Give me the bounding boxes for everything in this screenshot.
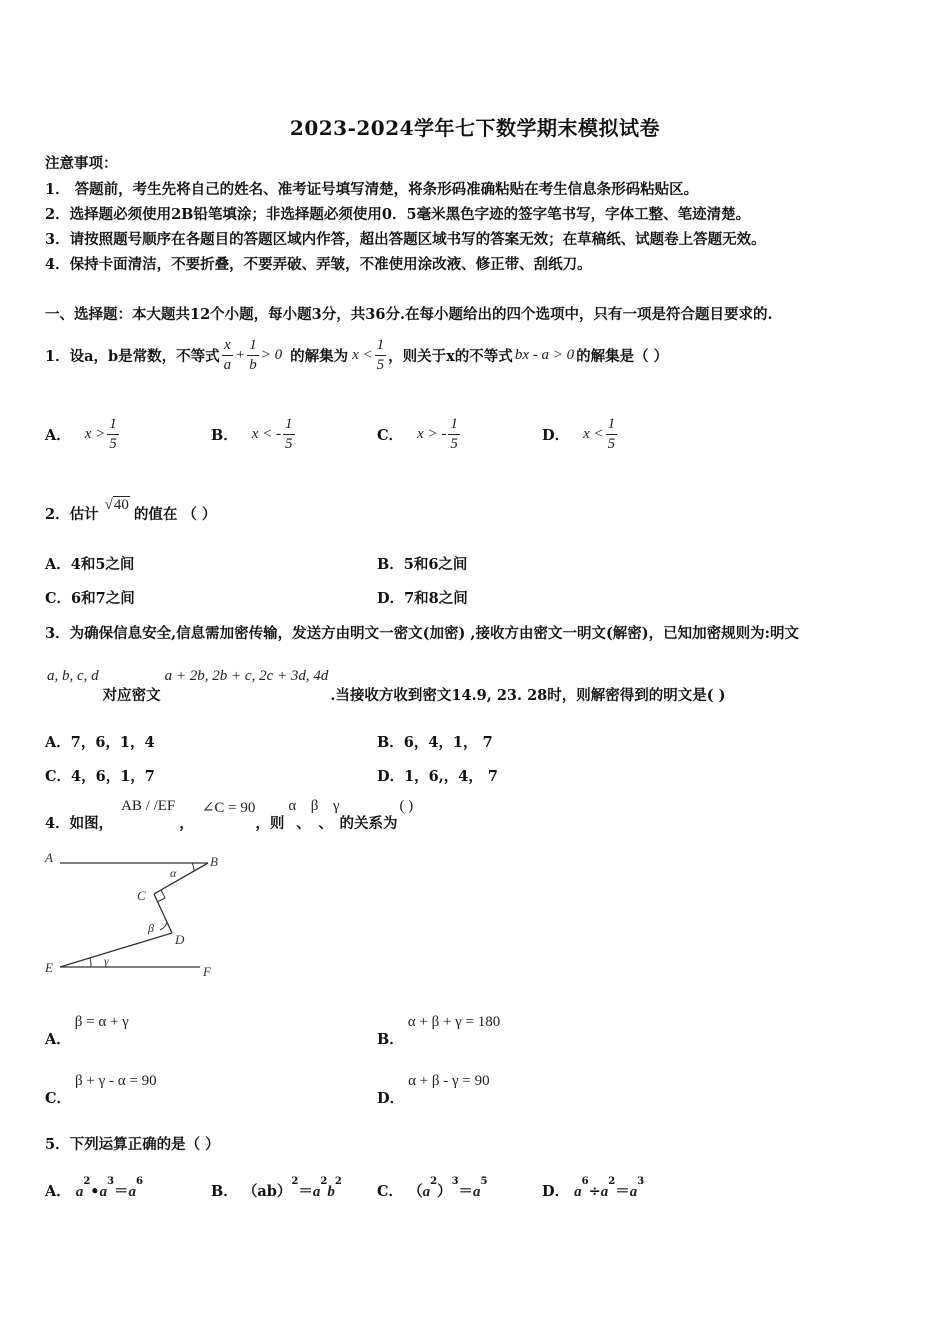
q2-option-d[interactable]: D．7和8之间 (377, 590, 468, 607)
notice-item: 2．选择题必须使用2B铅笔填涂；非选择题必须使用0．5毫米黑色字迹的签字笔书写，字体工整、笔迹清楚。 (45, 206, 751, 223)
q3-ciphertext: a + 2b, 2b + c, 2c + 3d, 4d (164, 668, 329, 684)
q3-option-c[interactable]: C．4，6，1，7 (45, 768, 155, 785)
q3-plaintext: a, b, c, d (47, 668, 99, 684)
q1-text: ，则关于x的不等式 (388, 347, 513, 365)
q3-option-b[interactable]: B．6，4，1， 7 (377, 734, 493, 751)
label-d: D (175, 932, 185, 947)
q1-text: 1．设a，b是常数，不等式 (45, 347, 220, 365)
segment-bc (154, 863, 208, 894)
q5-option-b[interactable]: B． $(ab)^2=a^2b^2$ (211, 1176, 342, 1200)
label-b: B (210, 854, 218, 869)
q1-option-b[interactable]: B． x < - $\frac{1}{5}$ (211, 415, 293, 452)
label-gamma: γ (104, 954, 109, 968)
q1-solution: x < $\frac{1}{5}$ (352, 336, 385, 373)
question-2: 2．估计 √40 的值在 （ ） (45, 496, 217, 523)
q4-option-d[interactable]: D． α + β - γ = 90 (377, 1073, 490, 1107)
q5-option-d[interactable]: D． $a^6\div a^2=a^3$ (542, 1176, 645, 1200)
segment-de (60, 933, 172, 967)
q3-option-d[interactable]: D．1，6,，4， 7 (377, 768, 499, 785)
q3-option-a[interactable]: A．7，6，1，4 (45, 734, 155, 751)
page-title: 2023-2024学年七下数学期末模拟试卷 (289, 116, 661, 140)
question-5: 5．下列运算正确的是（ ） (45, 1136, 220, 1153)
geometry-figure (40, 848, 230, 983)
notice-item: 3．请按照题号顺序在各题目的答题区域内作答，超出答题区域书写的答案无效；在草稿纸、试题卷上答题无效。 (45, 231, 766, 248)
q4-option-c[interactable]: C． β + γ - α = 90 (45, 1073, 157, 1107)
angle-alpha-arc (192, 863, 194, 871)
q1-inequality-2: bx - a > 0 (514, 346, 575, 363)
question-4: 4．如图， AB / /EF ， ∠C = 90 ，则 α 、 β 、 γ 的关系为 ( ) (45, 798, 414, 832)
section-heading: 一、选择题：本大题共12个小题，每小题3分，共36分.在每小题给出的四个选项中，只有一项是符合题目要求的. (45, 306, 773, 323)
q4-option-a[interactable]: A． β = α + γ (45, 1014, 129, 1048)
sqrt-40: √40 (104, 496, 129, 513)
q1-option-d[interactable]: D． x < $\frac{1}{5}$ (542, 415, 616, 452)
q5-option-c[interactable]: C． $(a^2)^3=a^5$ (377, 1176, 488, 1200)
label-f: F (203, 964, 211, 979)
label-e: E (45, 960, 53, 975)
label-alpha: α (170, 866, 177, 880)
angle-beta-arc (160, 922, 167, 930)
question-3: 3．为确保信息安全,信息需加密传输，发送方由明文一密文(加密) ,接收方由密文一明文(解密)，已知加密规则为:明文 (45, 625, 800, 642)
q2-option-a[interactable]: A．4和5之间 (45, 556, 135, 573)
q1-text: 的解集是（ ） (576, 347, 669, 365)
q5-option-a[interactable]: A． $a^2•a^3=a^6$ (45, 1176, 144, 1200)
q1-option-a[interactable]: A． x > $\frac{1}{5}$ (45, 415, 117, 452)
question-3-line2: a, b, c, d 对应密文 a + 2b, 2b + c, 2c + 3d, 4d .当接收方收到密文14.9, 23. 28时，则解密得到的明文是( ) (47, 668, 726, 704)
notice-item: 1． 答题前，考生先将自己的姓名、准考证号填写清楚，将条形码准确粘贴在考生信息条形码粘贴区。 (45, 181, 699, 198)
q1-inequality: $\frac{x}{a}$ + $\frac{1}{b}$ > 0 (223, 336, 283, 373)
q2-option-b[interactable]: B．5和6之间 (377, 556, 468, 573)
notice-item: 4．保持卡面清洁，不要折叠，不要弄破、弄皱，不准使用涂改液、修正带、刮纸刀。 (45, 256, 592, 273)
label-a: A (45, 850, 53, 865)
label-c: C (137, 888, 146, 903)
label-beta: β (148, 921, 154, 935)
angle-gamma-arc (90, 958, 91, 967)
question-1 (45, 332, 668, 378)
q1-option-c[interactable]: C． x > - $\frac{1}{5}$ (377, 415, 458, 452)
q2-option-c[interactable]: C．6和7之间 (45, 590, 135, 607)
q1-text: 的解集为 (290, 347, 349, 365)
q4-option-b[interactable]: B． α + β + γ = 180 (377, 1014, 501, 1048)
segment-cd (154, 894, 172, 933)
notice-heading: 注意事项： (45, 155, 118, 172)
